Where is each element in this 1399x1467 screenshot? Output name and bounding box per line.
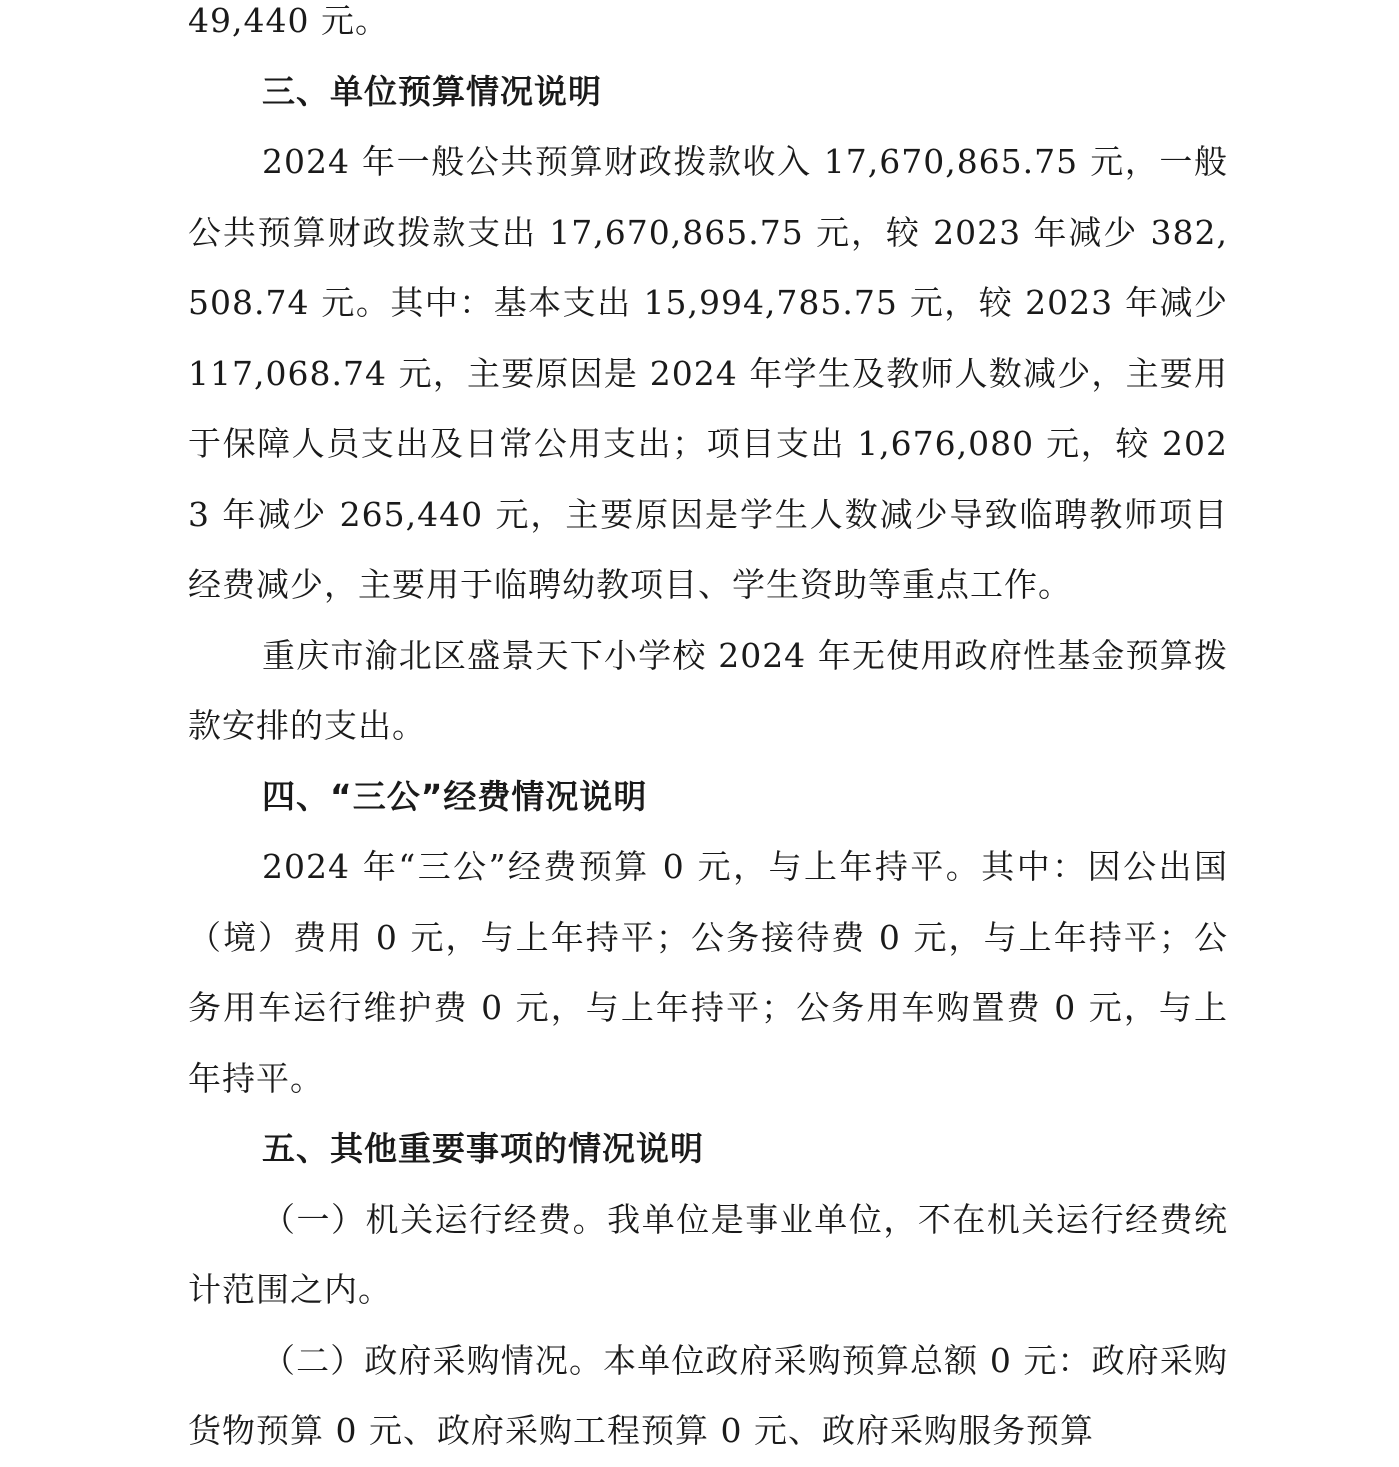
- section-4-paragraph-1: 2024 年“三公”经费预算 0 元，与上年持平。其中：因公出国（境）费用 0 元，与上年持平；公务接待费 0 元，与上年持平；公务用车运行维护费 0 元，与上年持平；公务用车购置费 0 元，与上年持平。: [188, 847, 1228, 1098]
- section-5-heading: 五、其他重要事项的情况说明: [262, 1129, 704, 1168]
- section-3-paragraph-1: 2024 年一般公共预算财政拨款收入 17,670,865.75 元，一般公共预算财政拨款支出 17,670,865.75 元，较 2023 年减少 382,508.74 元。其中：基本支出 15,994,785.75 元，较 2023 年减少 117,068.74 元，主要原因是 2024 年学生及教师人数减少，主要用于保障人员支出及日常公用支出；项目支出 1,676,080 元，较 2023 年减少 265,440 元，主要原因是学生人数减少导致临聘教师项目经费减少，主要用于临聘幼教项目、学生资助等重点工作。: [188, 142, 1228, 604]
- section-3-heading: 三、单位预算情况说明: [262, 71, 602, 111]
- section-5-paragraph-2: （二）政府采购情况。本单位政府采购预算总额 0 元：政府采购货物预算 0 元、政府采购工程预算 0 元、政府采购服务预算: [188, 1340, 1228, 1450]
- section-5-paragraph-1: （一）机关运行经费。我单位是事业单位，不在机关运行经费统计范围之内。: [188, 1199, 1228, 1309]
- document-page: [188, 0, 1228, 1467]
- section-4-heading: 四、“三公”经费情况说明: [262, 776, 648, 816]
- section-3-paragraph-2: 重庆市渝北区盛景天下小学校 2024 年无使用政府性基金预算拨款安排的支出。: [188, 635, 1228, 745]
- top-fragment: 49,440 元。: [188, 1, 389, 40]
